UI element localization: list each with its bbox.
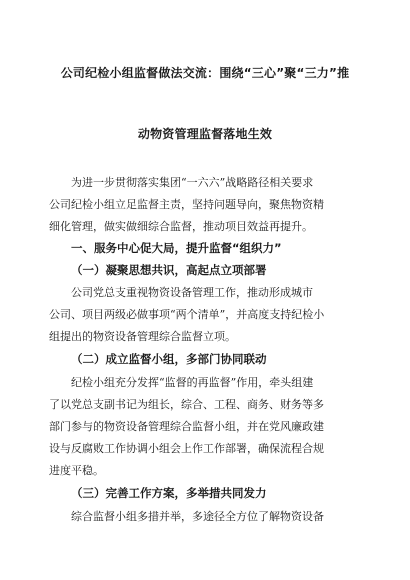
subsection-2-body-line: 了以党总支副书记为组长，综合、工程、商务、财务等多: [49, 398, 324, 411]
subsection-3-heading: （三）完善工作方案，多举措共同发力: [71, 486, 267, 500]
subsection-2-body-line: 进度平稳。: [49, 464, 104, 477]
subsection-1-body-line: 公司、项目两级必做事项“两个清单”，并高度支持纪检小: [49, 308, 325, 321]
document-title-line-1: 公司纪检小组监督做法交流：围绕“三心”聚“三力”推: [60, 66, 350, 80]
subsection-2-body-line: 设与反腐败工作协调小组会上作工作部署，确保流程合规: [49, 442, 324, 455]
subsection-1-body-line: 公司党总支重视物资设备管理工作，推动形成城市: [71, 286, 313, 299]
subsection-2-body-line: 纪检小组充分发挥“监督的再监督”作用，牵头组建: [71, 376, 314, 389]
section-1-heading: 一、服务中心促大局，提升监督“组织力”: [71, 241, 282, 255]
intro-paragraph-line: 为进一步贯彻落实集团“一六六”战略路径相关要求: [71, 176, 314, 189]
intro-paragraph-line: 公司纪检小组立足监督主责，坚持问题导向，聚焦物资精: [49, 198, 324, 211]
subsection-2-heading: （二）成立监督小组，多部门协同联动: [71, 352, 267, 366]
subsection-3-body-line: 综合监督小组多措并举，多途径全方位了解物资设备: [71, 510, 324, 523]
subsection-1-heading: （一）凝聚思想共识，高起点立项部署: [71, 263, 267, 277]
document-title-line-2: 动物资管理监督落地生效: [137, 127, 273, 141]
intro-paragraph-line: 细化管理，做实做细综合监督，推动项目效益再提升。: [49, 220, 313, 233]
subsection-2-body-line: 部门参与的物资设备管理综合监督小组，并在党风廉政建: [49, 420, 324, 433]
subsection-1-body-line: 组提出的物资设备管理综合监督立项。: [49, 330, 236, 343]
